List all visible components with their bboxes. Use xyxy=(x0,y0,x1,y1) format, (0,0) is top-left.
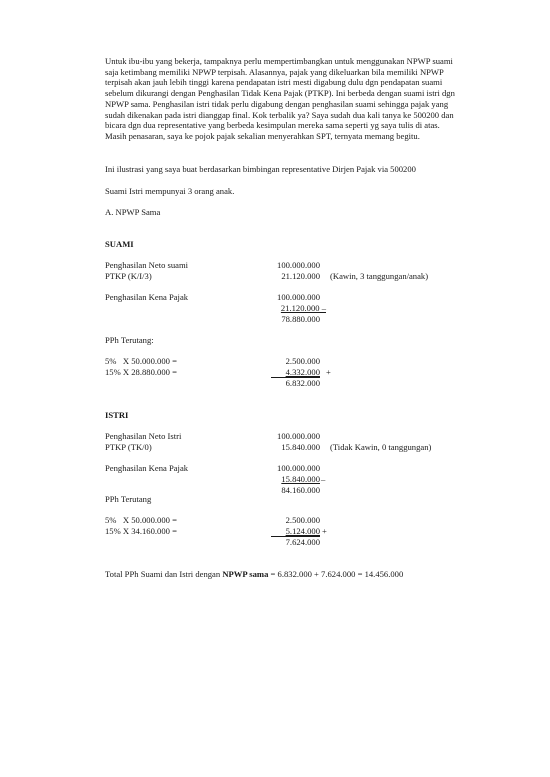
suami-tier2-value: 4.332.000 xyxy=(285,367,320,377)
suami-total: 6.832.000 xyxy=(285,378,320,388)
suami-tier2-op: + xyxy=(326,367,331,377)
intro-paragraph: Untuk ibu-ibu yang bekerja, tampaknya perlu mempertimbangkan untuk menggunakan NPWP suami saja ketimbang memiliki NPWP terpisah. Alasannya, pajak yang dikeluarkan bila memiliki NPWP terpisah akan jauh lebih tinggi karena pendapatan istri mesti digabung dulu dgn pendapatan suami sebelum dikurangi dengan Penghasilan Tidak Kena Pajak (PTKP). Ini berbeda dengan suami istri dgn NPWP sama. Penghasilan istri tidak perlu digabung dengan penghasilan suami sehingga pajak yang sudah dikenakan pada istri dianggap final. Kok terbalik ya? Saya sudah dua kali tanya ke 500200 dan bicara dgn dua representative yang berbeda kesimpulan mereka sama seperti yg saya tulis di atas. Masih penasaran, saya ke pojok pajak sekalian menyerahkan SPT, ternyata memang begitu. xyxy=(105,56,455,141)
suami-tier1-value: 2.500.000 xyxy=(285,356,320,366)
suami-tier1-label: 5% X 50.000.000 = xyxy=(105,356,177,366)
istri-pkp-result: 84.160.000 xyxy=(281,485,320,495)
istri-neto-value: 100.000.000 xyxy=(277,431,320,441)
suami-ptkp-note: (Kawin, 3 tanggungan/anak) xyxy=(330,271,429,281)
suami-pkp-label: Penghasilan Kena Pajak xyxy=(105,292,189,302)
suami-pkp-value1: 100.000.000 xyxy=(277,292,320,302)
suami-ptkp-value: 21.120.000 xyxy=(281,271,320,281)
istri-neto-label: Penghasilan Neto Istri xyxy=(105,431,182,441)
istri-ptkp-label: PTKP (TK/0) xyxy=(105,442,152,452)
suami-pph-label: PPh Terutang: xyxy=(105,335,154,345)
istri-ptkp-note: (Tidak Kawin, 0 tanggungan) xyxy=(330,442,432,452)
suami-ptkp-label: PTKP (K/I/3) xyxy=(105,271,152,281)
suami-neto-label: Penghasilan Neto suami xyxy=(105,260,189,270)
suami-pkp-value2: 21.120.000 – xyxy=(280,303,326,313)
istri-pkp-op: – xyxy=(321,474,326,484)
suami-tier2-label: 15% X 28.880.000 = xyxy=(105,367,177,377)
istri-heading: ISTRI xyxy=(105,410,129,420)
istri-tier2-label: 15% X 34.160.000 = xyxy=(105,526,177,536)
suami-pkp-result: 78.880.000 xyxy=(281,314,320,324)
section-title: A. NPWP Sama xyxy=(105,207,161,217)
istri-tier2-op: + xyxy=(322,526,327,536)
suami-heading: SUAMI xyxy=(105,239,134,249)
istri-pkp-label: Penghasilan Kena Pajak xyxy=(105,463,189,473)
istri-pph-label: PPh Terutang xyxy=(105,494,152,504)
suami-neto-value: 100.000.000 xyxy=(277,260,320,270)
istri-pkp-value2: 15.840.000 xyxy=(281,474,320,484)
children-note: Suami Istri mempunyai 3 orang anak. xyxy=(105,186,235,196)
summary-line xyxy=(105,569,403,580)
istri-ptkp-value: 15.840.000 xyxy=(281,442,320,452)
istri-tier1-label: 5% X 50.000.000 = xyxy=(105,515,177,525)
illustration-note: Ini ilustrasi yang saya buat berdasarkan bimbingan representative Dirjen Pajak via 500200 xyxy=(105,164,416,174)
summary-bold: NPWP sama xyxy=(222,569,269,579)
summary-prefix: Total PPh Suami dan Istri dengan xyxy=(105,569,223,579)
istri-total: 7.624.000 xyxy=(285,537,320,547)
summary-suffix: = 6.832.000 + 7.624.000 = 14.456.000 xyxy=(268,569,404,579)
istri-tier2-value: 5.124.000 xyxy=(285,526,320,536)
istri-pkp-value1: 100.000.000 xyxy=(277,463,320,473)
istri-tier1-value: 2.500.000 xyxy=(285,515,320,525)
